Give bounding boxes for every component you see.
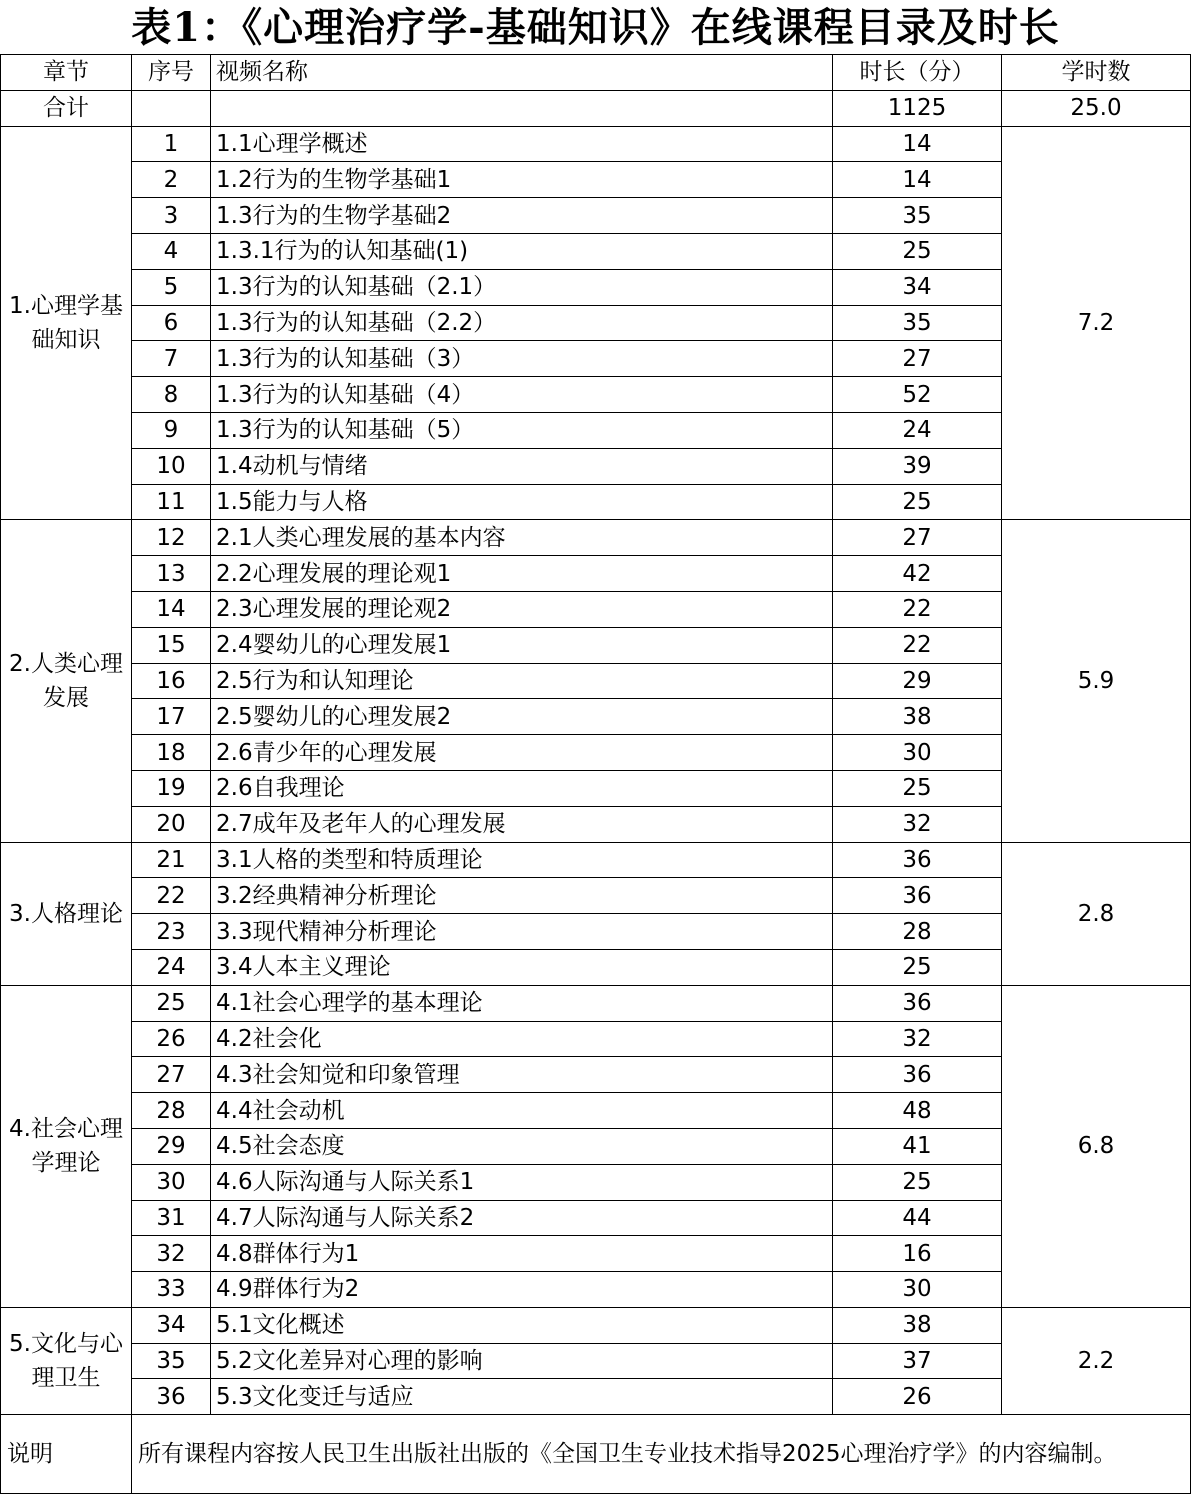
total-no-empty: [132, 90, 211, 126]
video-duration: 29: [833, 663, 1002, 699]
video-name: 5.3文化变迁与适应: [211, 1379, 833, 1415]
total-row: [1, 90, 1191, 126]
video-name: 4.7人际沟通与人际关系2: [211, 1200, 833, 1236]
chapter-hours: 2.8: [1002, 842, 1191, 985]
row-number: 23: [132, 914, 211, 950]
row-number: 31: [132, 1200, 211, 1236]
video-duration: 27: [833, 520, 1002, 556]
video-duration: 30: [833, 735, 1002, 771]
note-text: 所有课程内容按人民卫生出版社出版的《全国卫生专业技术指导2025心理治疗学》的内容编制。: [132, 1415, 1191, 1494]
video-name: 1.3行为的认知基础（4）: [211, 377, 833, 413]
row-number: 19: [132, 770, 211, 806]
row-number: 6: [132, 305, 211, 341]
video-duration: 22: [833, 627, 1002, 663]
row-number: 36: [132, 1379, 211, 1415]
video-name: 4.3社会知觉和印象管理: [211, 1057, 833, 1093]
video-name: 2.2心理发展的理论观1: [211, 556, 833, 592]
video-duration: 34: [833, 269, 1002, 305]
row-number: 29: [132, 1128, 211, 1164]
row-number: 33: [132, 1272, 211, 1308]
video-name: 3.3现代精神分析理论: [211, 914, 833, 950]
course-table: [0, 54, 1191, 1494]
video-duration: 25: [833, 949, 1002, 985]
row-number: 3: [132, 198, 211, 234]
chapter-name: 1.心理学基础知识: [1, 126, 132, 520]
video-name: 2.4婴幼儿的心理发展1: [211, 627, 833, 663]
row-number: 2: [132, 162, 211, 198]
row-number: 18: [132, 735, 211, 771]
row-number: 20: [132, 806, 211, 842]
header-video: 视频名称: [211, 55, 833, 91]
video-duration: 36: [833, 985, 1002, 1021]
row-number: 1: [132, 126, 211, 162]
row-number: 12: [132, 520, 211, 556]
video-name: 4.6人际沟通与人际关系1: [211, 1164, 833, 1200]
video-duration: 35: [833, 198, 1002, 234]
video-name: 1.3行为的生物学基础2: [211, 198, 833, 234]
video-name: 1.1心理学概述: [211, 126, 833, 162]
row-number: 17: [132, 699, 211, 735]
video-name: 2.6青少年的心理发展: [211, 735, 833, 771]
video-name: 4.8群体行为1: [211, 1236, 833, 1272]
row-number: 13: [132, 556, 211, 592]
row-number: 5: [132, 269, 211, 305]
row-number: 11: [132, 484, 211, 520]
row-number: 4: [132, 233, 211, 269]
chapter-name: 3.人格理论: [1, 842, 132, 985]
video-duration: 32: [833, 1021, 1002, 1057]
course-body: [1, 126, 1191, 1415]
row-number: 10: [132, 448, 211, 484]
video-duration: 39: [833, 448, 1002, 484]
row-number: 25: [132, 985, 211, 1021]
note-row: [1, 1415, 1191, 1494]
row-number: 7: [132, 341, 211, 377]
video-name: 3.1人格的类型和特质理论: [211, 842, 833, 878]
header-chapter: 章节: [1, 55, 132, 91]
video-name: 2.6自我理论: [211, 770, 833, 806]
row-number: 16: [132, 663, 211, 699]
video-duration: 41: [833, 1128, 1002, 1164]
video-name: 2.1人类心理发展的基本内容: [211, 520, 833, 556]
table-row: [1, 842, 1191, 878]
video-duration: 25: [833, 770, 1002, 806]
video-name: 2.5婴幼儿的心理发展2: [211, 699, 833, 735]
row-number: 27: [132, 1057, 211, 1093]
row-number: 28: [132, 1093, 211, 1129]
video-duration: 24: [833, 412, 1002, 448]
video-duration: 36: [833, 1057, 1002, 1093]
video-duration: 36: [833, 842, 1002, 878]
video-name: 2.3心理发展的理论观2: [211, 591, 833, 627]
table-row: [1, 1307, 1191, 1343]
video-duration: 16: [833, 1236, 1002, 1272]
header-hours: 学时数: [1002, 55, 1191, 91]
video-name: 2.5行为和认知理论: [211, 663, 833, 699]
row-number: 22: [132, 878, 211, 914]
row-number: 26: [132, 1021, 211, 1057]
video-duration: 44: [833, 1200, 1002, 1236]
video-name: 1.5能力与人格: [211, 484, 833, 520]
video-duration: 37: [833, 1343, 1002, 1379]
chapter-name: 2.人类心理发展: [1, 520, 132, 842]
header-no: 序号: [132, 55, 211, 91]
row-number: 14: [132, 591, 211, 627]
video-name: 1.3行为的认知基础（5）: [211, 412, 833, 448]
video-duration: 36: [833, 878, 1002, 914]
total-hours: 25.0: [1002, 90, 1191, 126]
table-row: [1, 520, 1191, 556]
video-duration: 22: [833, 591, 1002, 627]
video-name: 4.9群体行为2: [211, 1272, 833, 1308]
video-name: 1.3行为的认知基础（2.1）: [211, 269, 833, 305]
video-duration: 48: [833, 1093, 1002, 1129]
video-duration: 27: [833, 341, 1002, 377]
video-name: 1.3行为的认知基础（2.2）: [211, 305, 833, 341]
note-label: 说明: [1, 1415, 132, 1494]
chapter-hours: 5.9: [1002, 520, 1191, 842]
video-name: 4.4社会动机: [211, 1093, 833, 1129]
total-label: 合计: [1, 90, 132, 126]
video-duration: 30: [833, 1272, 1002, 1308]
video-duration: 28: [833, 914, 1002, 950]
video-duration: 35: [833, 305, 1002, 341]
video-duration: 14: [833, 126, 1002, 162]
video-duration: 26: [833, 1379, 1002, 1415]
video-name: 5.2文化差异对心理的影响: [211, 1343, 833, 1379]
video-name: 5.1文化概述: [211, 1307, 833, 1343]
video-duration: 52: [833, 377, 1002, 413]
video-name: 4.1社会心理学的基本理论: [211, 985, 833, 1021]
row-number: 21: [132, 842, 211, 878]
video-duration: 25: [833, 233, 1002, 269]
row-number: 24: [132, 949, 211, 985]
video-duration: 38: [833, 1307, 1002, 1343]
header-duration: 时长（分）: [833, 55, 1002, 91]
row-number: 34: [132, 1307, 211, 1343]
video-duration: 42: [833, 556, 1002, 592]
table-title: 表1：《心理治疗学-基础知识》在线课程目录及时长: [131, 4, 1060, 51]
video-name: 1.3.1行为的认知基础(1): [211, 233, 833, 269]
row-number: 35: [132, 1343, 211, 1379]
chapter-name: 4.社会心理学理论: [1, 985, 132, 1307]
video-name: 3.2经典精神分析理论: [211, 878, 833, 914]
table-row: [1, 126, 1191, 162]
video-duration: 14: [833, 162, 1002, 198]
row-number: 9: [132, 412, 211, 448]
video-name: 1.3行为的认知基础（3）: [211, 341, 833, 377]
video-name: 1.2行为的生物学基础1: [211, 162, 833, 198]
chapter-hours: 7.2: [1002, 126, 1191, 520]
table-row: [1, 985, 1191, 1021]
video-name: 4.2社会化: [211, 1021, 833, 1057]
row-number: 8: [132, 377, 211, 413]
chapter-hours: 6.8: [1002, 985, 1191, 1307]
video-duration: 38: [833, 699, 1002, 735]
video-duration: 25: [833, 1164, 1002, 1200]
video-name: 1.4动机与情绪: [211, 448, 833, 484]
video-name: 2.7成年及老年人的心理发展: [211, 806, 833, 842]
row-number: 32: [132, 1236, 211, 1272]
row-number: 30: [132, 1164, 211, 1200]
video-name: 3.4人本主义理论: [211, 949, 833, 985]
total-duration: 1125: [833, 90, 1002, 126]
total-video-empty: [211, 90, 833, 126]
chapter-hours: 2.2: [1002, 1307, 1191, 1414]
video-duration: 25: [833, 484, 1002, 520]
video-duration: 32: [833, 806, 1002, 842]
row-number: 15: [132, 627, 211, 663]
chapter-name: 5.文化与心理卫生: [1, 1307, 132, 1414]
video-name: 4.5社会态度: [211, 1128, 833, 1164]
header-row: [1, 55, 1191, 91]
